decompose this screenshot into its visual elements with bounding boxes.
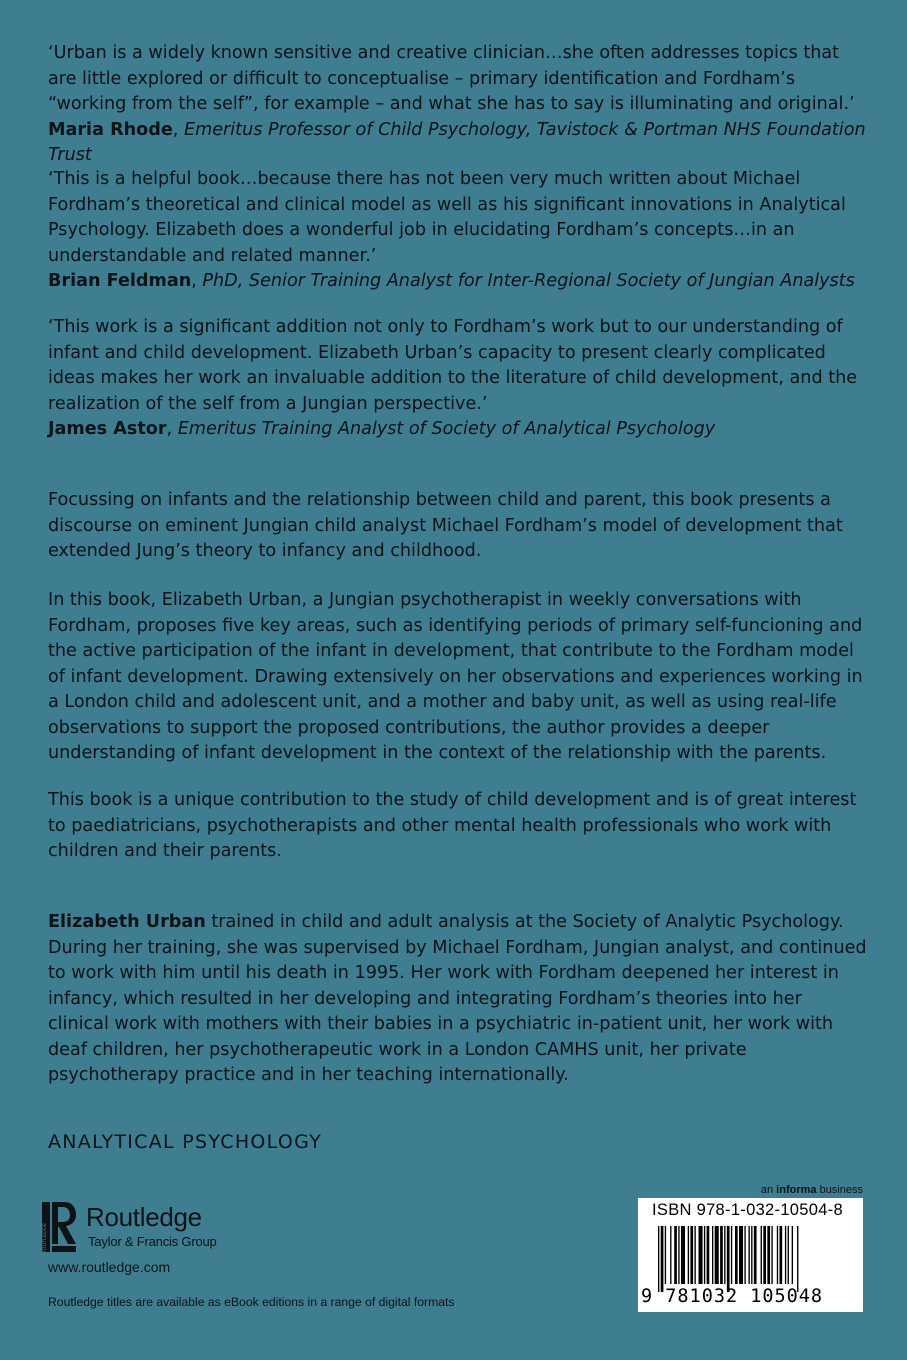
series-label: ANALYTICAL PSYCHOLOGY bbox=[48, 1131, 323, 1153]
description-text: This book is a unique contribution to the study of child development and is of great interest to paediatricians, psychotherapists and other mental health professionals who work with children and their parents. bbox=[48, 790, 857, 861]
routledge-logo bbox=[42, 1200, 262, 1256]
barcode-bar bbox=[727, 1226, 730, 1292]
barcode-bar bbox=[780, 1226, 783, 1284]
barcode-bar bbox=[674, 1226, 677, 1284]
description-paragraph-3 bbox=[48, 788, 868, 865]
author-bio-body: trained in child and adult analysis at the Society of Analytic Psychology. During her training, she was supervised by Michael Fordham, Jungian analyst, and continued to work with him until his death in 1995. Her work with Fordham deepened her interest in infancy, which resulted in her developing and integrating Fordham’s theories into her clinical work with mothers with their babies in a psychiatric in-patient unit, her work with deaf children, her psychotherapeutic work in a London CAMHS unit, her private psychotherapy practice and in her teaching internationally. bbox=[48, 912, 867, 1085]
ebook-note: Routledge titles are available as eBook editions in a range of digital formats bbox=[48, 1295, 455, 1309]
description-text: Focussing on infants and the relationship between child and parent, this book presents a discourse on eminent Jungian child analyst Michael Fordham’s model of development that extended Jung’s theory to infancy and childhood. bbox=[48, 490, 843, 561]
author-bio bbox=[48, 910, 868, 1089]
informa-suffix: business bbox=[816, 1184, 863, 1196]
endorser-role: Emeritus Professor of Child Psychology, Tavistock & Portman NHS Foundation Trust bbox=[48, 119, 866, 165]
barcode-bar bbox=[771, 1226, 772, 1284]
barcode-bar bbox=[797, 1226, 798, 1292]
isbn-barcode bbox=[638, 1198, 863, 1312]
svg-text:ROUTLEDGE: ROUTLEDGE bbox=[42, 1222, 48, 1254]
barcode-bar bbox=[707, 1226, 710, 1284]
barcode-bar bbox=[788, 1226, 789, 1284]
endorser-role: PhD, Senior Training Analyst for Inter-Regional Society of Jungian Analysts bbox=[202, 271, 855, 291]
barcode-bar bbox=[785, 1226, 786, 1284]
barcode-bar bbox=[690, 1226, 693, 1284]
barcode-bar bbox=[720, 1226, 723, 1284]
informa-tag bbox=[638, 1184, 863, 1196]
barcode-bar bbox=[763, 1226, 766, 1284]
barcode-bar bbox=[767, 1226, 770, 1284]
endorser-name: Brian Feldman bbox=[48, 271, 192, 291]
barcode-bar bbox=[761, 1226, 762, 1284]
endorser-name: James Astor bbox=[48, 419, 167, 439]
description-paragraph-2 bbox=[48, 588, 868, 767]
barcode-bar bbox=[658, 1226, 659, 1292]
barcode-bar bbox=[688, 1226, 689, 1284]
barcode-bar bbox=[731, 1226, 732, 1284]
barcode-bar bbox=[681, 1226, 685, 1284]
barcode-bar bbox=[748, 1226, 749, 1284]
description-text: In this book, Elizabeth Urban, a Jungian psychotherapist in weekly conversations with Fordham, proposes five key areas, such as identifying periods of primary self-funcioning and the active participation of the infant in development, that contribute to the Fordham model of infant development. Drawing extensively on her observations and experiences working in a London child and adolescent unit, and a mother and baby unit, as well as using real-life observations to support the proposed contributions, the author provides a deeper understanding of infant development in the context of the relationship with the parents. bbox=[48, 590, 863, 763]
publisher-group: Taylor & Francis Group bbox=[88, 1234, 217, 1249]
barcode-bar bbox=[735, 1226, 738, 1284]
endorsement-1 bbox=[48, 41, 868, 169]
barcode-digits: 9 781032 105048 bbox=[641, 1286, 824, 1307]
barcode-bar bbox=[670, 1226, 671, 1284]
barcode-bar bbox=[715, 1226, 719, 1284]
informa-brand: informa bbox=[776, 1184, 817, 1196]
barcode-bar bbox=[739, 1226, 743, 1284]
barcode-bar bbox=[699, 1226, 703, 1284]
endorser-role: Emeritus Training Analyst of Society of Analytical Psychology bbox=[177, 419, 716, 439]
informa-prefix: an bbox=[760, 1184, 777, 1196]
barcode-bar bbox=[712, 1226, 713, 1284]
isbn-label: ISBN 978-1-032-10504-8 bbox=[652, 1201, 843, 1219]
barcode-bar bbox=[704, 1226, 705, 1284]
author-name: Elizabeth Urban bbox=[48, 912, 206, 932]
barcode-bar bbox=[665, 1226, 666, 1284]
publisher-name: Routledge bbox=[86, 1202, 202, 1232]
endorsement-attribution: James Astor, Emeritus Training Analyst of Society of Analytical Psychology bbox=[48, 419, 716, 439]
barcode-bar bbox=[792, 1226, 793, 1284]
barcode-bar bbox=[751, 1226, 752, 1284]
endorsement-attribution: Brian Feldman, PhD, Senior Training Analyst for Inter-Regional Society of Jungian Analysts bbox=[48, 271, 855, 291]
author-bio-text bbox=[48, 910, 868, 1089]
endorsement-attribution: Maria Rhode, Emeritus Professor of Child Psychology, Tavistock & Portman NHS Foundation Trust bbox=[48, 119, 866, 165]
endorsement-quote: ‘This work is a significant addition not only to Fordham’s work but to our understanding of infant and child development. Elizabeth Urban’s capacity to present clearly complicated ideas makes her work an invaluable addition to the literature of child development, and the realization of the self from a Jungian perspective.’ bbox=[48, 317, 858, 414]
barcode-bar bbox=[694, 1226, 695, 1284]
publisher-website[interactable]: www.routledge.com bbox=[48, 1259, 171, 1275]
barcode-bar bbox=[754, 1226, 757, 1284]
endorsement-2 bbox=[48, 167, 868, 295]
barcode-bar bbox=[724, 1226, 725, 1284]
barcode-bar bbox=[777, 1226, 778, 1284]
endorsement-3 bbox=[48, 315, 868, 443]
barcode-bar bbox=[661, 1226, 664, 1292]
barcode-bar bbox=[744, 1226, 745, 1284]
endorsement-quote: ‘Urban is a widely known sensitive and creative clinician…she often addresses topics that are little explored or difficult to conceptualise – primary identification and Fordham’s “working from the self”, for example – and what she has to say is illuminating and original.’ bbox=[48, 43, 855, 114]
endorser-name: Maria Rhode bbox=[48, 119, 173, 140]
description-paragraph-1 bbox=[48, 488, 868, 565]
endorsement-quote: ‘This is a helpful book…because there has not been very much written about Michael Fordham’s theoretical and clinical model as well as his significant innovations in Analytical Psychology. Elizabeth does a wonderful job in elucidating Fordham’s concepts…in an understandable and related manner.’ bbox=[48, 169, 846, 266]
routledge-r-icon bbox=[42, 1200, 78, 1256]
barcode-bar bbox=[678, 1226, 679, 1284]
